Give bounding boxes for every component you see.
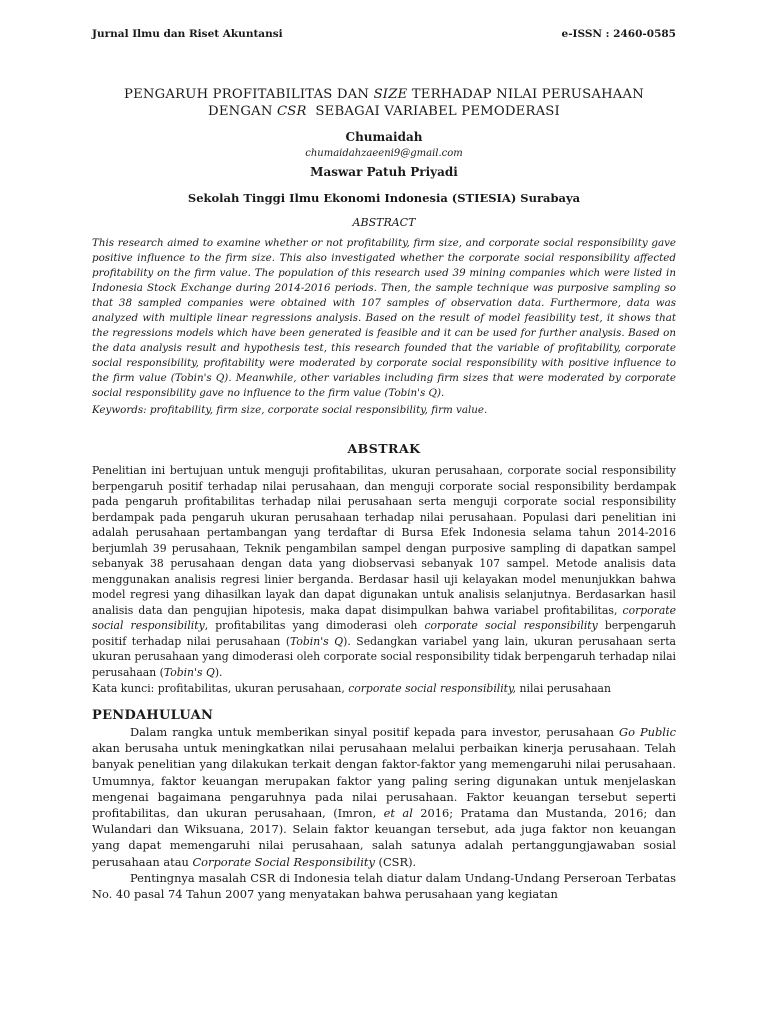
running-header bbox=[92, 28, 676, 40]
abstrak-text: Penelitian ini bertujuan untuk menguji profitabilitas, ukuran perusahaan, corporate social responsibility berpengaruh positif terhadap nilai perusahaan, dan menguji corporate social responsibility berdampak pada pengaruh profitabilitas terhadap nilai perusahaan serta menguji corporate social responsibility berdampak pada pengaruh ukuran perusahaan terhadap nilai perusahaan. Populasi dari penelitian ini adalah perusahaan pertambangan yang terdaftar di Bursa Efek Indonesia selama tahun 2014-2016 berjumlah 39 perusahaan, Teknik pengambilan sampel dengan purposive sampling di dapatkan sampel sebanyak 38 perusahaan dengan data yang diobservasi sebanyak 107 sampel. Metode analisis data menggunakan analisis regresi linier berganda. Berdasar hasil uji kelayakan model menunjukkan bahwa model regresi yang dihasilkan layak dan dapat digunakan untuk analisis selanjutnya. Berdasarkan hasil analisis data dan pengujian hipotesis, maka dapat disimpulkan bahwa variabel profitabilitas, bbox=[92, 464, 676, 617]
title-text: PENGARUH PROFITABILITAS DAN bbox=[124, 87, 374, 102]
title-italic: CSR bbox=[276, 104, 307, 119]
body-paragraph-1 bbox=[92, 724, 676, 870]
issn-label: e-ISSN : 2460-0585 bbox=[561, 28, 676, 40]
section-heading-pendahuluan: PENDAHULUAN bbox=[92, 708, 214, 723]
pendahuluan-body bbox=[92, 724, 676, 902]
title-italic: SIZE bbox=[373, 87, 408, 102]
body-text: (CSR). bbox=[374, 854, 417, 869]
paper-title bbox=[60, 86, 708, 120]
abstract-english: This research aimed to examine whether or not profitability, firm size, and corporate social responsibility gave positive influence to the firm size. This also investigated whether the corporate social responsibility affected profitability on the firm value. The population of this research used 39 mining companies which were listed in Indonesia Stock Exchange during 2014-2016 periods. Then, the sample technique was purposive sampling so that 38 sampled companies were obtained with 107 samples of observation data. Furthermore, data was analyzed with multiple linear regressions analysis. Based on the result of model feasibility test, it shows that the regressions models which have been generated is feasible and it can be used for further analysis. Based on the data analysis result and hypothesis test, this research founded that the variable of profitability, corporate social responsibility, profitability were moderated by corporate social responsibility with positive influence to the firm value (Tobin's Q). Meanwhile, other variables including firm sizes that were moderated by corporate social responsibility gave no influence to the firm value (Tobin's Q). bbox=[92, 237, 676, 399]
abstrak-text: , profitabilitas yang dimoderasi oleh bbox=[204, 619, 425, 632]
abstrak-italic: Tobin's Q bbox=[290, 634, 344, 648]
title-line-1 bbox=[60, 86, 708, 103]
keywords-text: Kata kunci: profitabilitas, ukuran perusahaan, bbox=[92, 682, 349, 695]
abstrak-italic: corporate social responsibility bbox=[424, 619, 598, 632]
abstrak-heading: ABSTRAK bbox=[347, 441, 421, 456]
title-text: TERHADAP NILAI PERUSAHAAN bbox=[407, 87, 644, 102]
title-text: DENGAN bbox=[208, 104, 277, 119]
body-italic: Corporate Social Responsibility bbox=[192, 854, 375, 869]
body-paragraph-2: Pentingnya masalah CSR di Indonesia telah diatur dalam Undang-Undang Perseroan Terbatas No. 40 pasal 74 Tahun 2007 yang menyatakan bahwa perusahaan yang kegiatan bbox=[92, 870, 676, 902]
abstrak-text: ). bbox=[214, 665, 223, 679]
author-name-1: Chumaidah bbox=[345, 130, 423, 144]
abstrak-text: berpengaruh positif terhadap nilai perusahaan ( bbox=[92, 619, 676, 648]
body-italic: Go Public bbox=[619, 725, 676, 739]
body-text: akan berusaha untuk meningkatkan nilai perusahaan melalui perbaikan kinerja perusahaan. Telah banyak penelitian yang dilakukan terkait dengan faktor-faktor yang memengaruhi nilai perusahaan. Umumnya, faktor keuangan merupakan faktor yang paling sering digunakan untuk menjelaskan mengenai bagaimana pengaruhnya pada nilai perusahaan. Faktor keuangan tersebut seperti profitabilitas, dan ukuran perusahaan, (Imron, bbox=[92, 741, 676, 821]
abstrak-italic: corporate social responsibility bbox=[92, 603, 676, 632]
author-email: chumaidahzaeeni9@gmail.com bbox=[305, 148, 463, 159]
abstrak-text: ). Sedangkan variabel yang lain, ukuran perusahaan serta ukuran perusahaan yang dimoderasi oleh corporate social responsibility tidak berpengaruh terhadap nilai perusahaan ( bbox=[92, 634, 676, 679]
title-line-2 bbox=[60, 103, 708, 120]
abstrak-italic: Tobin's Q bbox=[163, 665, 215, 679]
title-text: SEBAGAI VARIABEL PEMODERASI bbox=[306, 104, 560, 119]
keywords-text: nilai perusahaan bbox=[516, 682, 611, 695]
abstract-heading: ABSTRACT bbox=[352, 216, 416, 229]
keywords-indonesian bbox=[92, 682, 676, 695]
body-text: Dalam rangka untuk memberikan sinyal positif kepada para investor, perusahaan bbox=[130, 725, 620, 739]
author-affiliation: Sekolah Tinggi Ilmu Ekonomi Indonesia (STIESIA) Surabaya bbox=[187, 191, 581, 205]
author-name-2: Maswar Patuh Priyadi bbox=[310, 165, 458, 179]
keywords-italic: corporate social responsibility, bbox=[348, 682, 517, 695]
body-italic: et al bbox=[383, 806, 413, 821]
body-text: 2016; Pratama dan Mustanda, 2016; dan Wulandari dan Wiksuana, 2017). Selain faktor keuangan tersebut, ada juga faktor non keuangan yang dapat memengaruhi nilai perusahaan, salah satunya adalah pertanggungjawaban sosial perusahaan atau bbox=[92, 806, 677, 869]
journal-name: Jurnal Ilmu dan Riset Akuntansi bbox=[92, 28, 283, 40]
keywords-english: Keywords: profitability, firm size, corporate social responsibility, firm value. bbox=[92, 404, 488, 416]
abstrak-indonesian bbox=[92, 463, 676, 680]
